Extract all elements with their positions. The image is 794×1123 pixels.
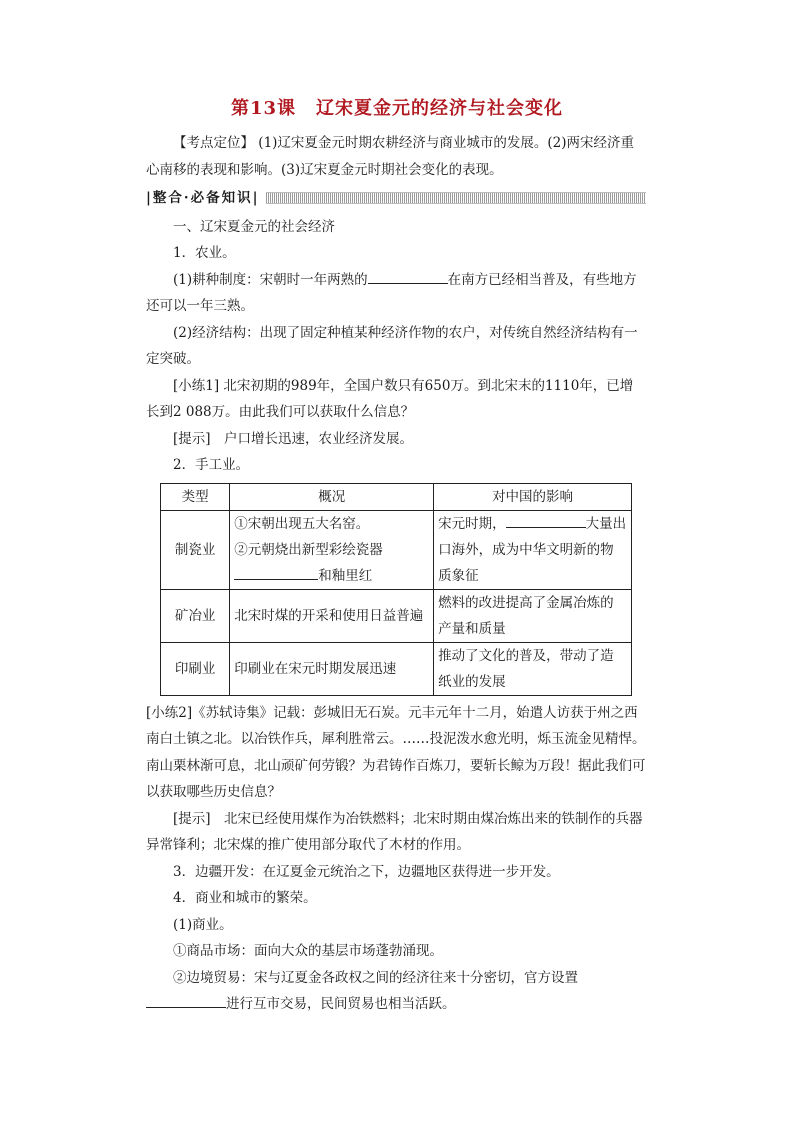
page-title <box>0 94 794 120</box>
table-cell-overview <box>230 510 434 589</box>
border-trade-paragraph <box>146 965 646 1018</box>
handicraft-heading: 2．手工业。 <box>173 457 250 473</box>
table-cell-type: 印刷业 <box>161 642 230 695</box>
handicraft-table <box>160 483 632 696</box>
table-cell-type: 矿冶业 <box>161 589 230 642</box>
hint-1: [提示] 户口增长迅速，农业经济发展。 <box>173 430 414 447</box>
section-header-stripe <box>266 192 646 204</box>
fill-blank[interactable] <box>506 512 586 528</box>
document-body <box>146 130 646 1018</box>
overview-line: ①宋朝出现五大名窑。 <box>234 515 370 532</box>
impact-text-after: 大量出口海外，成为中华文明新的物质象征 <box>438 515 627 584</box>
table-header: 类型 <box>161 483 230 510</box>
farming-system-text-before: (1)耕种制度：宋朝时一年两熟的 <box>173 271 368 288</box>
farming-system-paragraph <box>146 267 646 320</box>
border-trade-text-before: ②边境贸易：宋与辽夏金各政权之间的经济往来十分密切，官方设置 <box>173 969 578 986</box>
fill-blank[interactable] <box>234 564 318 580</box>
commerce-heading: 4．商业和城市的繁荣。 <box>173 890 317 906</box>
frontier-paragraph: 3．边疆开发：在辽夏金元统治之下，边疆地区获得进一步开发。 <box>173 863 560 880</box>
practice-2: [小练2]《苏轼诗集》记载：彭城旧无石炭。元丰元年十二月，始遣人访获于州之西南白土镇之北。以冶铁作兵，犀利胜常云。……投泥泼水愈光明，烁玉流金见精悍。南山栗林渐可息，北山顽矿何劳锻？为君铸作百炼刀，要斩长鲸为万段！据此我们可以获取哪些历史信息？ <box>146 704 646 800</box>
table-cell-impact <box>434 510 632 589</box>
table-header-row <box>161 483 632 510</box>
border-trade-text-after: 进行互市交易，民间贸易也相当活跃。 <box>226 996 456 1012</box>
section-header-label: |整合·必备知识| <box>146 190 260 206</box>
table-row <box>161 589 632 642</box>
table-cell-overview: 印刷业在宋元时期发展迅速 <box>230 642 434 695</box>
farming-system-text-after: 在南方已经相当普及，有些地方还可以一年三熟。 <box>146 271 637 314</box>
table-cell-overview: 北宋时煤的开采和使用日益普遍 <box>230 589 434 642</box>
table-cell-type: 制瓷业 <box>161 510 230 589</box>
overview-line-after-blank: 和釉里红 <box>318 567 373 584</box>
hint-2: [提示] 北宋已经使用煤作为冶铁燃料；北宋时期由煤冶炼出来的铁制作的兵器异常锋利；北宋煤的推广使用部分取代了木材的作用。 <box>146 810 643 853</box>
table-row <box>161 642 632 695</box>
table-cell-impact: 推动了文化的普及，带动了造纸业的发展 <box>434 642 632 695</box>
kaodian-label: 【考点定位】 <box>173 135 254 151</box>
lesson-topic: 辽宋夏金元的经济与社会变化 <box>316 98 564 119</box>
commerce-sub-heading: (1)商业。 <box>173 916 233 933</box>
kaodian-text: (1)辽宋夏金元时期农耕经济与商业城市的发展。(2)两宋经济重心南移的表现和影响。(3)辽宋夏金元时期社会变化的表现。 <box>146 135 635 178</box>
section-header <box>146 185 646 212</box>
table-header: 概况 <box>230 483 434 510</box>
lesson-number: 第13课 <box>230 98 297 119</box>
part1-title: 一、辽宋夏金元的社会经济 <box>173 218 335 235</box>
table-row <box>161 510 632 589</box>
table-cell-impact: 燃料的改进提高了金属冶炼的产量和质量 <box>434 589 632 642</box>
table-header: 对中国的影响 <box>434 483 632 510</box>
overview-line <box>234 563 429 589</box>
kaodian-paragraph <box>146 130 646 183</box>
fill-blank[interactable] <box>368 268 448 284</box>
economic-structure-paragraph: (2)经济结构：出现了固定种植某种经济作物的农户，对传统自然经济结构有一定突破。 <box>146 324 638 367</box>
fill-blank[interactable] <box>146 992 226 1008</box>
market-paragraph: ①商品市场：面向大众的基层市场蓬勃涌现。 <box>173 943 443 959</box>
agriculture-heading: 1．农业。 <box>173 245 236 261</box>
overview-line: ②元朝烧出新型彩绘瓷器 <box>234 541 383 558</box>
impact-text-before: 宋元时期， <box>438 515 506 532</box>
practice-1: [小练1] 北宋初期的989年，全国户数只有650万。到北宋末的1110年，已增长到2 088万。由此我们可以获取什么信息？ <box>146 377 634 420</box>
